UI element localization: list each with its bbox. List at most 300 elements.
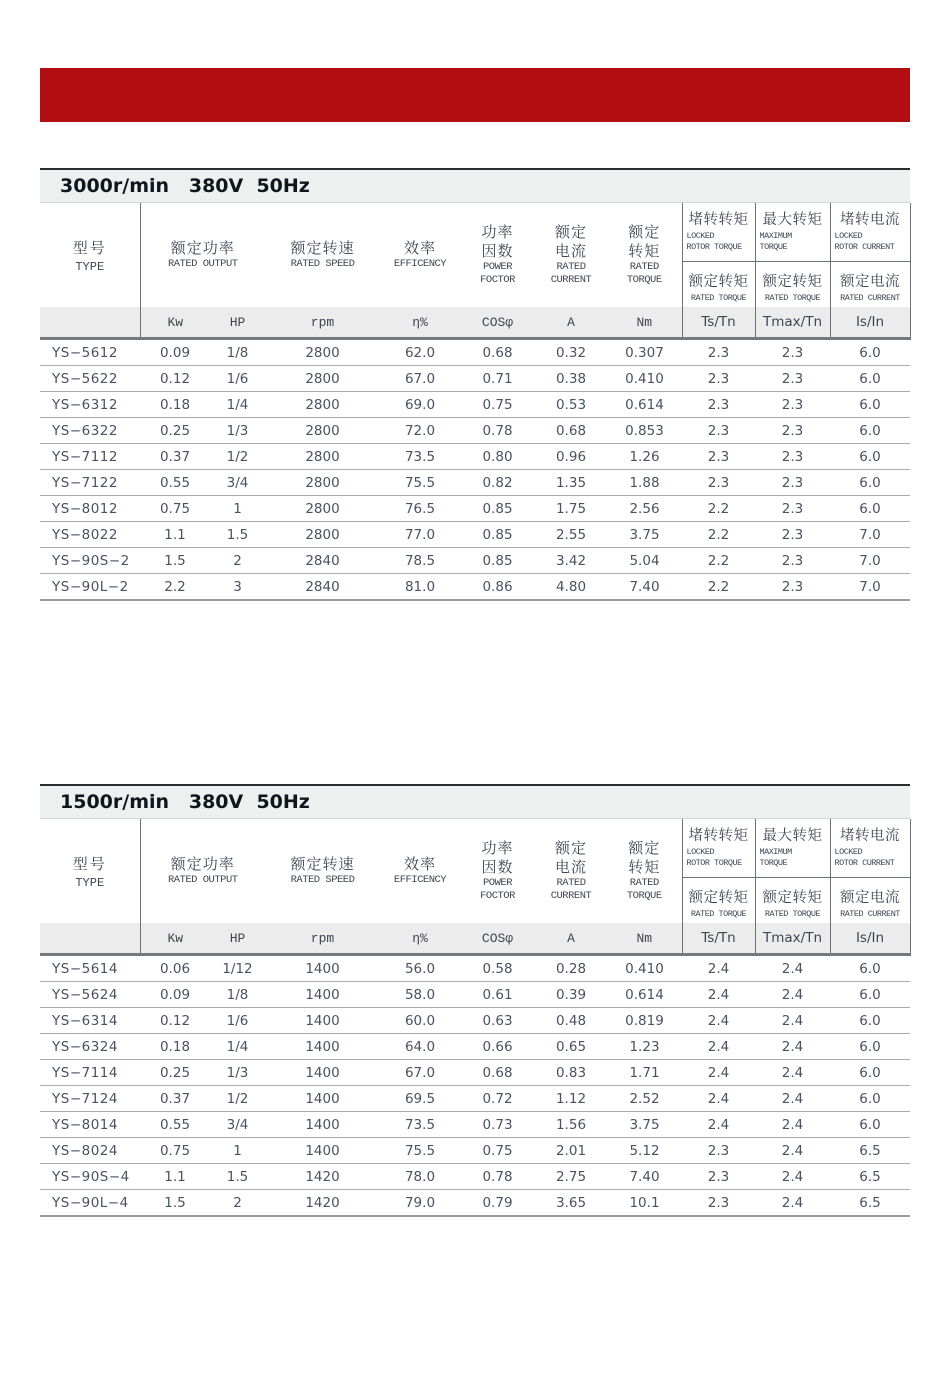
cell-model: YS−7124 <box>40 1086 140 1112</box>
cell-model: YS−5624 <box>40 982 140 1008</box>
cell-model: YS−90L−2 <box>40 574 140 601</box>
col-header-maximum-torque-denominator: 额定转矩 RATED TORQUE <box>755 877 830 923</box>
cell-value: 4.80 <box>535 574 607 601</box>
table-row <box>40 339 910 366</box>
cell-value: 0.58 <box>460 955 535 982</box>
cell-value: 0.71 <box>460 366 535 392</box>
cell-value: 2.2 <box>682 496 755 522</box>
cell-value: 2.3 <box>755 522 830 548</box>
cell-value: 2.4 <box>682 1060 755 1086</box>
cell-value: 1/6 <box>210 1008 265 1034</box>
col-header-rated-speed: 额定转速 RATED SPEED <box>290 855 355 886</box>
cell-value: 0.78 <box>460 1164 535 1190</box>
col-header-rated-torque: 额定 转矩 RATED TORQUE <box>626 223 662 286</box>
cell-value: 6.0 <box>830 496 910 522</box>
cell-value: 1.26 <box>607 444 682 470</box>
cell-value: 67.0 <box>380 366 460 392</box>
cell-value: 1400 <box>265 1060 380 1086</box>
col-header-locked-rotor-current: 堵转电流 LOCKED ROTOR CURRENT <box>830 819 910 877</box>
cell-value: 0.78 <box>460 418 535 444</box>
cell-model: YS−7122 <box>40 470 140 496</box>
cell-value: 69.0 <box>380 392 460 418</box>
cell-value: 0.410 <box>607 366 682 392</box>
unit-rpm: rpm <box>265 923 380 955</box>
col-header-type-zh: 型号 <box>72 854 107 873</box>
col-header-type-en: TYPE <box>75 875 105 890</box>
cell-value: 2.4 <box>682 982 755 1008</box>
cell-value: 2.2 <box>682 574 755 601</box>
unit-nm: Nm <box>607 307 682 339</box>
cell-value: 2800 <box>265 392 380 418</box>
unit-blank <box>40 923 140 955</box>
cell-model: YS−7112 <box>40 444 140 470</box>
cell-value: 0.75 <box>460 1138 535 1164</box>
cell-value: 0.73 <box>460 1112 535 1138</box>
col-header-locked-rotor-current-denominator: 额定电流 RATED CURRENT <box>830 261 910 307</box>
cell-value: 1.5 <box>140 548 210 574</box>
cell-value: 2.4 <box>755 1164 830 1190</box>
page-title: YS (MS) 系列技术参数 / YS (MS) series motor technology parameters <box>57 136 943 162</box>
cell-value: 75.5 <box>380 1138 460 1164</box>
cell-value: 0.75 <box>140 496 210 522</box>
cell-value: 1.56 <box>535 1112 607 1138</box>
section-bar-1500rpm <box>40 784 910 819</box>
cell-value: 0.25 <box>140 1060 210 1086</box>
table-row <box>40 1008 910 1034</box>
col-header-locked-rotor-torque: 堵转转矩 LOCKED ROTOR TORQUE <box>682 819 755 877</box>
cell-value: 0.80 <box>460 444 535 470</box>
cell-value: 3.65 <box>535 1190 607 1217</box>
cell-value: 1400 <box>265 982 380 1008</box>
cell-value: 6.0 <box>830 1060 910 1086</box>
cell-value: 1/2 <box>210 1086 265 1112</box>
cell-value: 2800 <box>265 366 380 392</box>
col-header-type <box>40 819 140 923</box>
cell-value: 3/4 <box>210 1112 265 1138</box>
cell-model: YS−8024 <box>40 1138 140 1164</box>
cell-value: 2.3 <box>755 339 830 366</box>
unit-nm: Nm <box>607 923 682 955</box>
cell-value: 2.2 <box>682 548 755 574</box>
cell-model: YS−6312 <box>40 392 140 418</box>
cell-value: 7.40 <box>607 574 682 601</box>
cell-value: 2.4 <box>755 1008 830 1034</box>
cell-value: 3.75 <box>607 1112 682 1138</box>
cell-value: 2.56 <box>607 496 682 522</box>
table-row <box>40 1164 910 1190</box>
cell-value: 1/8 <box>210 982 265 1008</box>
cell-value: 0.75 <box>460 392 535 418</box>
cell-value: 0.09 <box>140 982 210 1008</box>
cell-value: 0.65 <box>535 1034 607 1060</box>
cell-value: 6.0 <box>830 470 910 496</box>
cell-value: 0.28 <box>535 955 607 982</box>
cell-value: 0.37 <box>140 1086 210 1112</box>
col-header-locked-rotor-current-denominator: 额定电流 RATED CURRENT <box>830 877 910 923</box>
unit-tmax-tn: Tmax/Tn <box>755 307 830 339</box>
cell-value: 72.0 <box>380 418 460 444</box>
cell-value: 0.32 <box>535 339 607 366</box>
col-header-rated-speed: 额定转速 RATED SPEED <box>290 239 355 270</box>
table-header <box>40 203 910 339</box>
unit-efficiency: η% <box>380 307 460 339</box>
cell-value: 0.06 <box>140 955 210 982</box>
table-body <box>40 339 910 601</box>
cell-value: 1.5 <box>210 522 265 548</box>
cell-value: 62.0 <box>380 339 460 366</box>
unit-is-in: Is/In <box>830 923 910 955</box>
col-header-locked-rotor-torque: 堵转转矩 LOCKED ROTOR TORQUE <box>682 203 755 261</box>
cell-value: 1.35 <box>535 470 607 496</box>
col-header-type-en: TYPE <box>75 259 105 274</box>
cell-value: 0.12 <box>140 366 210 392</box>
cell-value: 56.0 <box>380 955 460 982</box>
cell-value: 2.55 <box>535 522 607 548</box>
cell-value: 0.38 <box>535 366 607 392</box>
cell-value: 0.12 <box>140 1008 210 1034</box>
cell-value: 78.0 <box>380 1164 460 1190</box>
table-row <box>40 444 910 470</box>
cell-value: 0.307 <box>607 339 682 366</box>
table-row <box>40 955 910 982</box>
col-header-maximum-torque: 最大转矩 MAXIMUM TORQUE <box>755 819 830 877</box>
cell-value: 2.4 <box>682 1034 755 1060</box>
table-row <box>40 1138 910 1164</box>
cell-value: 1400 <box>265 955 380 982</box>
cell-model: YS−90S−4 <box>40 1164 140 1190</box>
unit-cos-phi: COSφ <box>460 307 535 339</box>
cell-model: YS−7114 <box>40 1060 140 1086</box>
col-header-type-zh: 型号 <box>72 238 107 257</box>
cell-value: 75.5 <box>380 470 460 496</box>
unit-kw: Kw <box>140 923 210 955</box>
unit-hp: HP <box>210 307 265 339</box>
cell-value: 2.4 <box>682 1086 755 1112</box>
cell-value: 64.0 <box>380 1034 460 1060</box>
spec-table-1500rpm <box>40 819 911 1217</box>
cell-value: 1.1 <box>140 522 210 548</box>
cell-value: 0.85 <box>460 548 535 574</box>
cell-value: 2.3 <box>682 418 755 444</box>
cell-value: 1/3 <box>210 1060 265 1086</box>
cell-model: YS−90S−2 <box>40 548 140 574</box>
units-row <box>40 923 910 955</box>
cell-value: 2800 <box>265 522 380 548</box>
col-header-power-factor: 功率 因数 POWER FOCTOR <box>480 839 515 902</box>
cell-value: 77.0 <box>380 522 460 548</box>
cell-value: 2.3 <box>682 339 755 366</box>
cell-value: 2.2 <box>140 574 210 601</box>
unit-cos-phi: COSφ <box>460 923 535 955</box>
cell-value: 7.0 <box>830 548 910 574</box>
cell-value: 6.5 <box>830 1190 910 1217</box>
cell-value: 0.82 <box>460 470 535 496</box>
cell-value: 79.0 <box>380 1190 460 1217</box>
cell-value: 2.4 <box>755 955 830 982</box>
cell-value: 0.37 <box>140 444 210 470</box>
cell-value: 0.85 <box>460 496 535 522</box>
cell-value: 0.55 <box>140 470 210 496</box>
cell-value: 1/2 <box>210 444 265 470</box>
cell-value: 1.75 <box>535 496 607 522</box>
spec-table-1500rpm-section <box>40 784 910 1217</box>
unit-ampere: A <box>535 923 607 955</box>
cell-value: 2.4 <box>755 982 830 1008</box>
cell-value: 2840 <box>265 574 380 601</box>
cell-value: 2.3 <box>682 444 755 470</box>
table-row <box>40 1112 910 1138</box>
cell-value: 2.4 <box>755 1034 830 1060</box>
cell-model: YS−6314 <box>40 1008 140 1034</box>
spec-table-3000rpm-section <box>40 168 910 601</box>
cell-value: 60.0 <box>380 1008 460 1034</box>
cell-value: 2.3 <box>755 392 830 418</box>
cell-value: 1/3 <box>210 418 265 444</box>
unit-tmax-tn: Tmax/Tn <box>755 923 830 955</box>
table-row <box>40 982 910 1008</box>
cell-value: 2800 <box>265 496 380 522</box>
cell-value: 0.614 <box>607 982 682 1008</box>
cell-value: 0.68 <box>460 1060 535 1086</box>
cell-value: 6.0 <box>830 1086 910 1112</box>
col-header-rated-output: 额定功率 RATED OUTPUT <box>167 239 238 270</box>
cell-value: 0.48 <box>535 1008 607 1034</box>
cell-value: 1420 <box>265 1164 380 1190</box>
cell-value: 1 <box>210 496 265 522</box>
col-header-rated-torque: 额定 转矩 RATED TORQUE <box>626 839 662 902</box>
cell-value: 1.1 <box>140 1164 210 1190</box>
cell-value: 0.614 <box>607 392 682 418</box>
cell-value: 2.4 <box>755 1190 830 1217</box>
cell-value: 2.4 <box>755 1060 830 1086</box>
cell-value: 1400 <box>265 1034 380 1060</box>
table-row <box>40 392 910 418</box>
cell-value: 6.5 <box>830 1138 910 1164</box>
cell-value: 6.0 <box>830 366 910 392</box>
cell-value: 1 <box>210 1138 265 1164</box>
table-header <box>40 819 910 955</box>
cell-value: 1/4 <box>210 1034 265 1060</box>
cell-value: 2.3 <box>755 418 830 444</box>
cell-value: 10.1 <box>607 1190 682 1217</box>
table-row <box>40 418 910 444</box>
cell-value: 2.3 <box>755 574 830 601</box>
col-header-locked-rotor-torque-denominator: 额定转矩 RATED TORQUE <box>682 877 755 923</box>
cell-value: 5.04 <box>607 548 682 574</box>
table-row <box>40 366 910 392</box>
cell-value: 0.72 <box>460 1086 535 1112</box>
cell-value: 0.55 <box>140 1112 210 1138</box>
cell-value: 2.3 <box>755 496 830 522</box>
table-row <box>40 1034 910 1060</box>
cell-value: 1400 <box>265 1112 380 1138</box>
col-header-rated-current: 额定 电流 RATED CURRENT <box>550 223 592 286</box>
cell-value: 0.18 <box>140 392 210 418</box>
cell-value: 3 <box>210 574 265 601</box>
col-header-efficiency: 效率 EFFICENCY <box>393 855 447 886</box>
cell-value: 76.5 <box>380 496 460 522</box>
cell-value: 3.42 <box>535 548 607 574</box>
cell-value: 6.0 <box>830 982 910 1008</box>
table-row <box>40 574 910 601</box>
cell-value: 1/6 <box>210 366 265 392</box>
cell-value: 69.5 <box>380 1086 460 1112</box>
cell-value: 2 <box>210 548 265 574</box>
cell-value: 0.79 <box>460 1190 535 1217</box>
cell-value: 6.0 <box>830 339 910 366</box>
cell-value: 73.5 <box>380 1112 460 1138</box>
unit-hp: HP <box>210 923 265 955</box>
cell-model: YS−5614 <box>40 955 140 982</box>
cell-value: 6.0 <box>830 392 910 418</box>
col-header-maximum-torque-denominator: 额定转矩 RATED TORQUE <box>755 261 830 307</box>
col-header-locked-rotor-current: 堵转电流 LOCKED ROTOR CURRENT <box>830 203 910 261</box>
col-header-locked-rotor-torque-denominator: 额定转矩 RATED TORQUE <box>682 261 755 307</box>
cell-value: 2.3 <box>755 444 830 470</box>
section-title: 1500r/min 380V 50Hz <box>60 791 310 813</box>
cell-value: 2 <box>210 1190 265 1217</box>
cell-value: 73.5 <box>380 444 460 470</box>
cell-value: 3.75 <box>607 522 682 548</box>
cell-model: YS−8014 <box>40 1112 140 1138</box>
col-header-maximum-torque: 最大转矩 MAXIMUM TORQUE <box>755 203 830 261</box>
cell-value: 2.3 <box>755 366 830 392</box>
cell-value: 0.410 <box>607 955 682 982</box>
cell-value: 1/12 <box>210 955 265 982</box>
table-row <box>40 1060 910 1086</box>
cell-value: 1420 <box>265 1190 380 1217</box>
cell-value: 2.4 <box>682 1112 755 1138</box>
cell-value: 0.75 <box>140 1138 210 1164</box>
cell-value: 1400 <box>265 1008 380 1034</box>
cell-value: 2.4 <box>755 1086 830 1112</box>
cell-value: 2.52 <box>607 1086 682 1112</box>
cell-value: 1.23 <box>607 1034 682 1060</box>
col-header-power-factor: 功率 因数 POWER FOCTOR <box>480 223 515 286</box>
cell-value: 1/8 <box>210 339 265 366</box>
cell-value: 2.3 <box>682 470 755 496</box>
units-row <box>40 307 910 339</box>
cell-value: 2840 <box>265 548 380 574</box>
cell-model: YS−6322 <box>40 418 140 444</box>
cell-value: 2.4 <box>682 1008 755 1034</box>
cell-value: 2.3 <box>755 470 830 496</box>
cell-value: 0.18 <box>140 1034 210 1060</box>
col-header-rated-output: 额定功率 RATED OUTPUT <box>167 855 238 886</box>
cell-model: YS−5612 <box>40 339 140 366</box>
table-row <box>40 1086 910 1112</box>
unit-kw: Kw <box>140 307 210 339</box>
table-row <box>40 522 910 548</box>
cell-value: 0.85 <box>460 522 535 548</box>
col-header-efficiency: 效率 EFFICENCY <box>393 239 447 270</box>
cell-model: YS−90L−4 <box>40 1190 140 1217</box>
cell-model: YS−8012 <box>40 496 140 522</box>
cell-value: 1.12 <box>535 1086 607 1112</box>
unit-efficiency: η% <box>380 923 460 955</box>
cell-value: 0.96 <box>535 444 607 470</box>
cell-value: 1/4 <box>210 392 265 418</box>
cell-value: 1.71 <box>607 1060 682 1086</box>
cell-value: 6.0 <box>830 418 910 444</box>
col-header-rated-current: 额定 电流 RATED CURRENT <box>550 839 592 902</box>
table-row <box>40 496 910 522</box>
table-row <box>40 548 910 574</box>
cell-value: 0.63 <box>460 1008 535 1034</box>
cell-value: 0.39 <box>535 982 607 1008</box>
unit-is-in: Is/In <box>830 307 910 339</box>
cell-value: 1400 <box>265 1086 380 1112</box>
cell-value: 6.0 <box>830 1112 910 1138</box>
cell-value: 0.819 <box>607 1008 682 1034</box>
cell-value: 5.12 <box>607 1138 682 1164</box>
cell-value: 2.3 <box>682 1164 755 1190</box>
section-title: 3000r/min 380V 50Hz <box>60 175 310 197</box>
cell-value: 2.3 <box>682 1190 755 1217</box>
cell-value: 0.68 <box>535 418 607 444</box>
unit-rpm: rpm <box>265 307 380 339</box>
cell-value: 0.86 <box>460 574 535 601</box>
page-title-banner <box>40 68 943 162</box>
col-header-type <box>40 203 140 307</box>
cell-value: 0.09 <box>140 339 210 366</box>
cell-value: 2.4 <box>755 1112 830 1138</box>
cell-value: 6.0 <box>830 1008 910 1034</box>
cell-model: YS−8022 <box>40 522 140 548</box>
cell-value: 6.0 <box>830 444 910 470</box>
cell-value: 2.2 <box>682 522 755 548</box>
unit-ampere: A <box>535 307 607 339</box>
cell-value: 2.75 <box>535 1164 607 1190</box>
cell-value: 1400 <box>265 1138 380 1164</box>
cell-value: 0.61 <box>460 982 535 1008</box>
cell-value: 2.01 <box>535 1138 607 1164</box>
cell-value: 2.3 <box>682 366 755 392</box>
cell-value: 2800 <box>265 418 380 444</box>
cell-value: 0.53 <box>535 392 607 418</box>
cell-value: 67.0 <box>380 1060 460 1086</box>
cell-value: 6.0 <box>830 955 910 982</box>
cell-value: 0.853 <box>607 418 682 444</box>
table-row <box>40 1190 910 1217</box>
cell-value: 2800 <box>265 470 380 496</box>
cell-value: 0.83 <box>535 1060 607 1086</box>
unit-ts-tn: Ts/Tn <box>682 923 755 955</box>
table-body <box>40 955 910 1217</box>
cell-model: YS−6324 <box>40 1034 140 1060</box>
cell-value: 2.3 <box>682 392 755 418</box>
cell-value: 58.0 <box>380 982 460 1008</box>
cell-value: 7.0 <box>830 522 910 548</box>
cell-value: 2.4 <box>755 1138 830 1164</box>
cell-value: 2.4 <box>682 955 755 982</box>
cell-value: 1.5 <box>140 1190 210 1217</box>
cell-value: 6.0 <box>830 1034 910 1060</box>
cell-value: 78.5 <box>380 548 460 574</box>
table-row <box>40 470 910 496</box>
cell-value: 2.3 <box>755 548 830 574</box>
cell-value: 0.25 <box>140 418 210 444</box>
cell-value: 6.5 <box>830 1164 910 1190</box>
cell-value: 2.3 <box>682 1138 755 1164</box>
cell-value: 81.0 <box>380 574 460 601</box>
cell-value: 7.40 <box>607 1164 682 1190</box>
cell-value: 2800 <box>265 444 380 470</box>
cell-model: YS−5622 <box>40 366 140 392</box>
spec-table-3000rpm <box>40 203 911 601</box>
cell-value: 2800 <box>265 339 380 366</box>
unit-ts-tn: Ts/Tn <box>682 307 755 339</box>
